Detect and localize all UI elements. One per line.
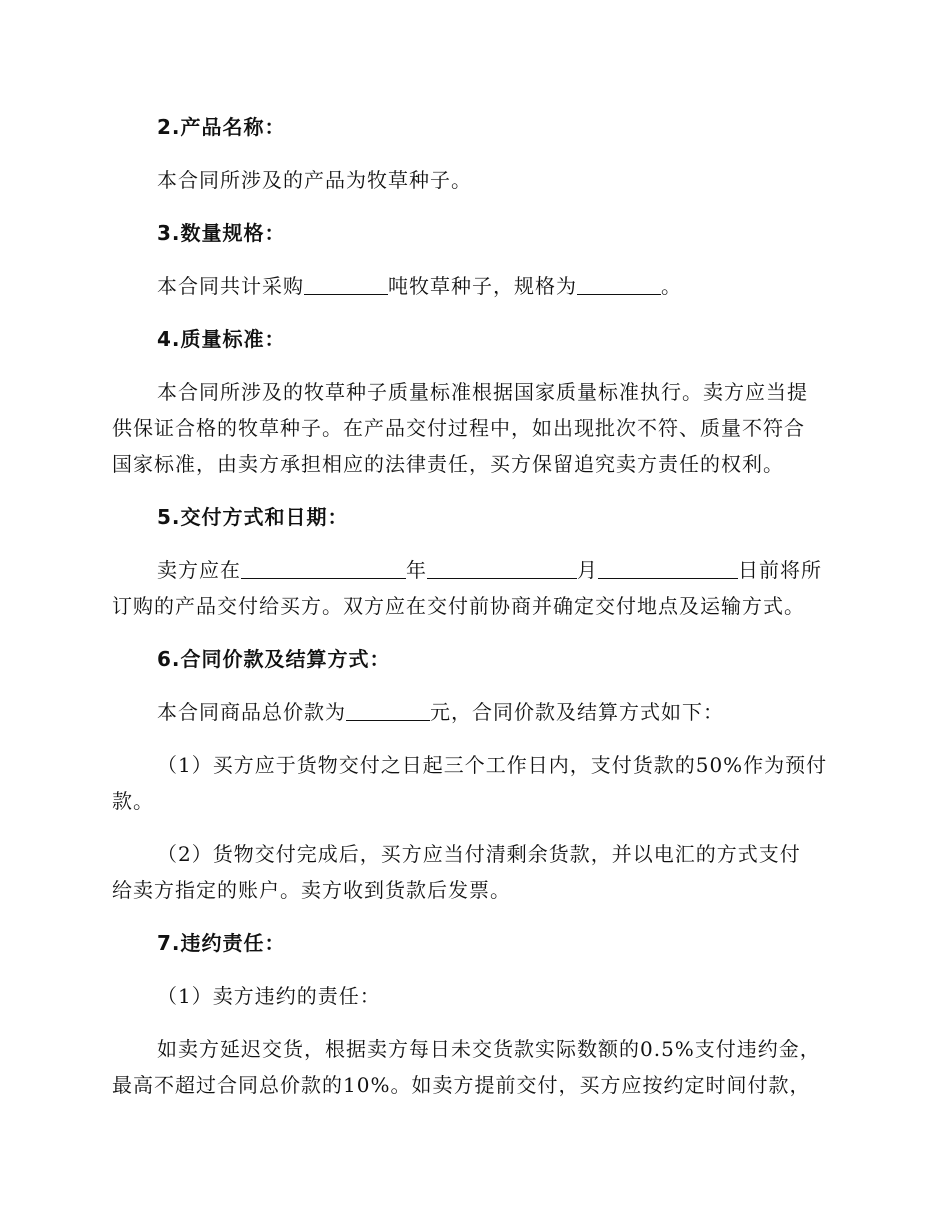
paragraph-delivery-line-2: 订购的产品交付给买方。双方应在交付前协商并确定交付地点及运输方式。	[112, 594, 805, 618]
spec-blank	[577, 274, 661, 295]
breach-paragraph-line-2: 最高不超过合同总价款的10%。如卖方提前交付，买方应按约定时间付款，	[112, 1073, 811, 1097]
paragraph-quality-line-2: 供保证合格的牧草种子。在产品交付过程中，如出现批次不符、质量不符合	[112, 416, 805, 440]
section-heading-product-name: 2.产品名称：	[157, 115, 286, 139]
paragraph-quantity	[157, 272, 882, 300]
breach-paragraph-line-1: 如卖方延迟交货，根据卖方每日未交货款实际数额的0.5%支付违约金，	[157, 1037, 821, 1061]
quantity-text-2: 吨牧草种子，规格为	[388, 274, 577, 298]
delivery-text-year: 年	[406, 558, 427, 582]
section-heading-breach: 7.违约责任：	[157, 931, 286, 955]
delivery-text-month: 月	[577, 558, 598, 582]
price-text-1: 本合同商品总价款为	[157, 700, 346, 724]
paragraph-price	[157, 698, 882, 726]
payment-item-2-line-1: （2）货物交付完成后，买方应当付清剩余货款，并以电汇的方式支付	[157, 842, 801, 866]
payment-item-2-line-2: 给卖方指定的账户。卖方收到货款后发票。	[112, 878, 511, 902]
total-price-blank	[346, 700, 430, 721]
delivery-text-1: 卖方应在	[157, 558, 241, 582]
price-text-2: 元，合同价款及结算方式如下：	[430, 700, 724, 724]
day-blank	[598, 558, 738, 579]
paragraph-quality-line-3: 国家标准，由卖方承担相应的法律责任，买方保留追究卖方责任的权利。	[112, 452, 784, 476]
paragraph-delivery-line-1	[157, 556, 882, 584]
quantity-text-1: 本合同共计采购	[157, 274, 304, 298]
paragraph-product-name: 本合同所涉及的产品为牧草种子。	[157, 168, 472, 192]
breach-item-1-heading: （1）卖方违约的责任：	[157, 984, 381, 1008]
payment-item-1-line-1: （1）买方应于货物交付之日起三个工作日内，支付货款的50%作为预付	[157, 753, 828, 777]
section-heading-price: 6.合同价款及结算方式：	[157, 647, 391, 671]
paragraph-quality-line-1: 本合同所涉及的牧草种子质量标准根据国家质量标准执行。卖方应当提	[157, 380, 808, 404]
payment-item-1-line-2: 款。	[112, 789, 154, 813]
quantity-blank	[304, 274, 388, 295]
year-blank	[241, 558, 406, 579]
delivery-text-day: 日前将所	[738, 558, 822, 582]
section-heading-quality: 4.质量标准：	[157, 327, 286, 351]
month-blank	[427, 558, 577, 579]
section-heading-delivery: 5.交付方式和日期：	[157, 505, 349, 529]
quantity-text-3: 。	[661, 274, 682, 298]
section-heading-quantity: 3.数量规格：	[157, 221, 286, 245]
